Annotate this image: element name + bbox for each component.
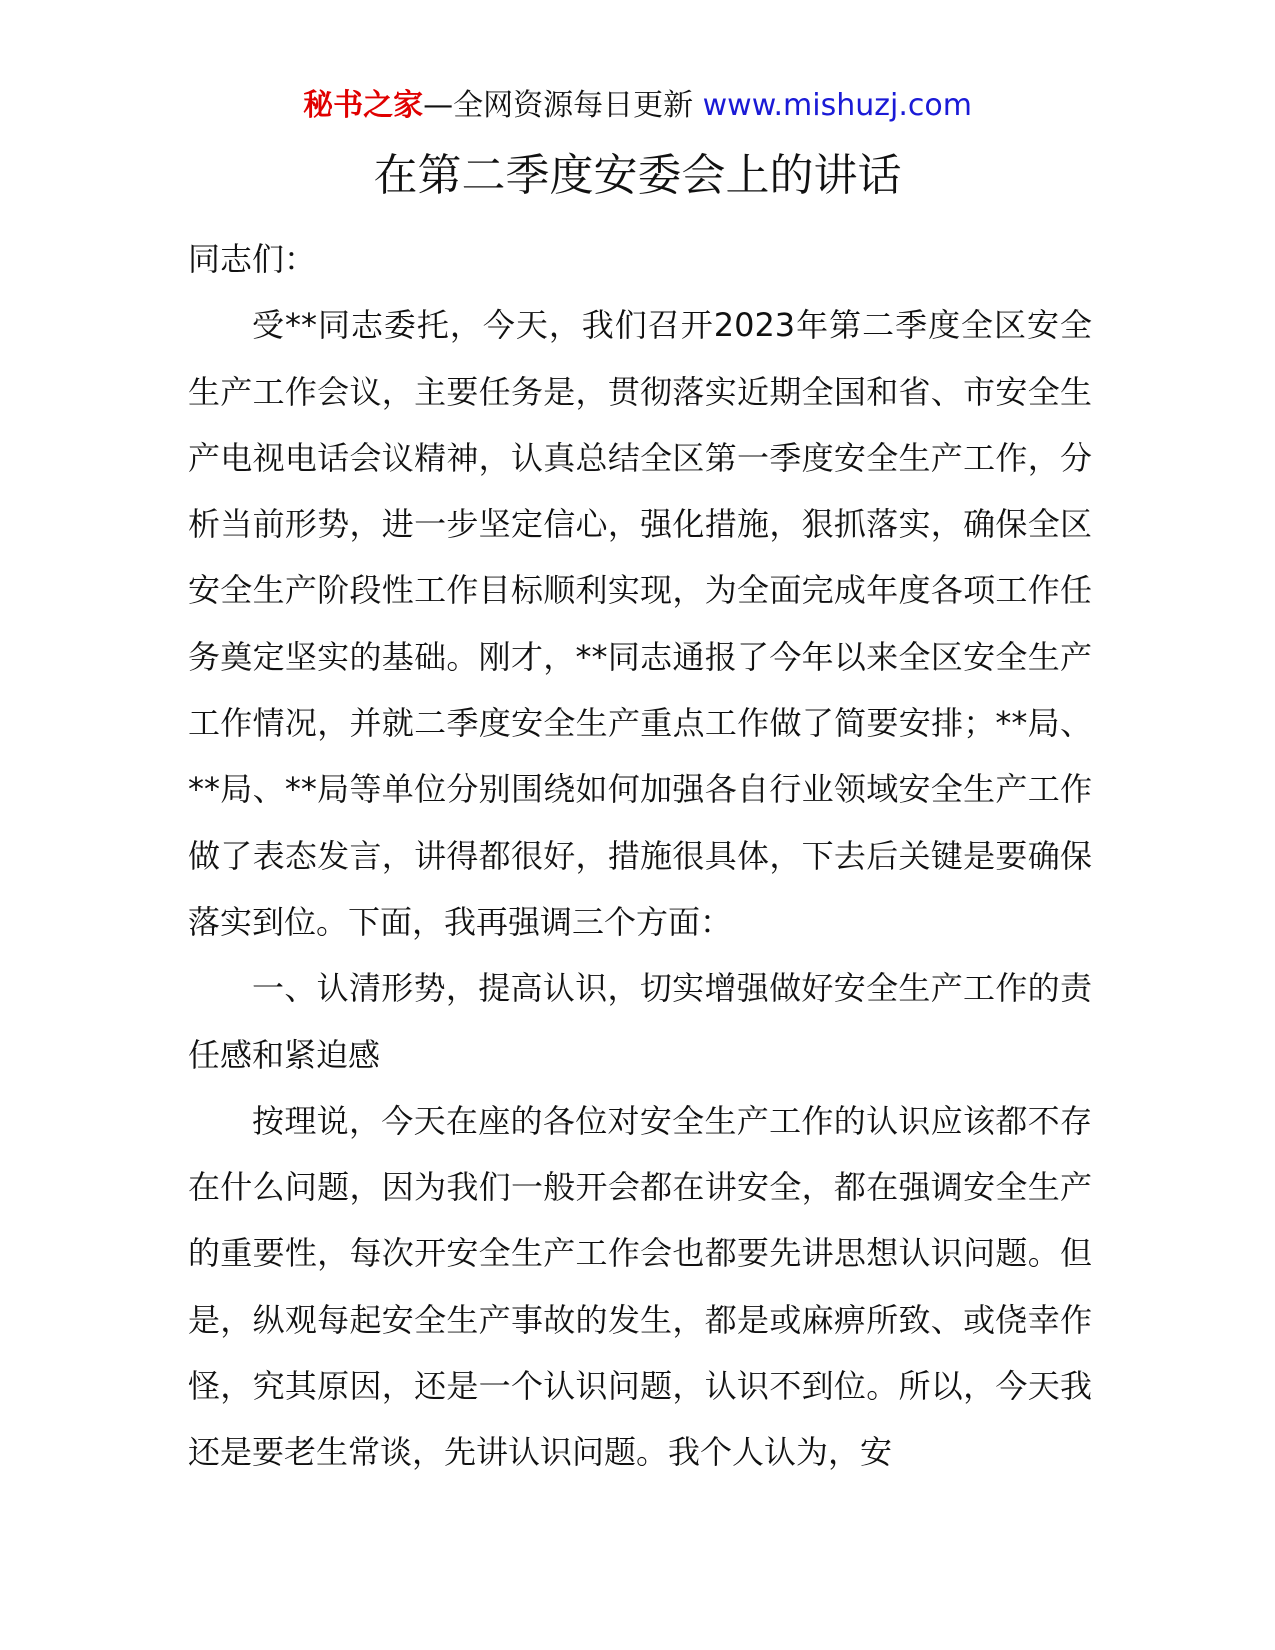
site-tagline: —全网资源每日更新 [423, 88, 694, 123]
paragraph-intro: 受**同志委托，今天，我们召开2023年第二季度全区安全生产工作会议，主要任务是，贯彻落实近期全国和省、市安全生产电视电话会议精神，认真总结全区第一季度安全生产工作，分析当前形势，进一步坚定信心，强化措施，狠抓落实，确保全区安全生产阶段性工作目标顺利实现，为全面完成年度各项工作任务奠定坚实的基础。刚才，**同志通报了今年以来全区安全生产工作情况，并就二季度安全生产重点工作做了简要安排；**局、**局、**局等单位分别围绕如何加强各自行业领域安全生产工作做了表态发言，讲得都很好，措施很具体，下去后关键是要确保落实到位。下面，我再强调三个方面： [188, 306, 1092, 941]
document-body [188, 226, 1092, 1486]
site-url-link[interactable]: www.mishuzj.com [702, 88, 972, 123]
site-brand: 秘书之家 [303, 88, 424, 123]
document-title: 在第二季度安委会上的讲话 [373, 150, 902, 201]
section-heading-1: 一、认清形势，提高认识，切实增强做好安全生产工作的责任感和紧迫感 [188, 969, 1092, 1074]
paragraph-section-1: 按理说，今天在座的各位对安全生产工作的认识应该都不存在什么问题，因为我们一般开会都在讲安全，都在强调安全生产的重要性，每次开安全生产工作会也都要先讲思想认识问题。但是，纵观每起安全生产事故的发生，都是或麻痹所致、或侥幸作怪，究其原因，还是一个认识问题，认识不到位。所以，今天我还是要老生常谈，先讲认识问题。我个人认为，安 [188, 1101, 1092, 1472]
site-banner [0, 86, 1275, 126]
salutation: 同志们： [188, 240, 317, 278]
